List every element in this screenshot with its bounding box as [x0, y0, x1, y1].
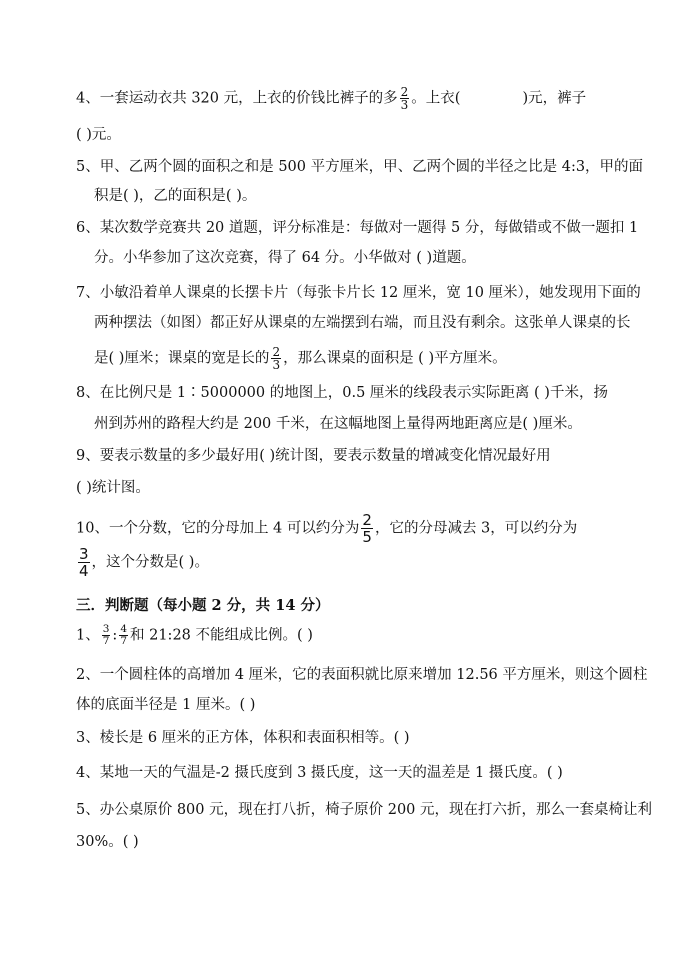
q4-text-c: )元，裤子 — [522, 90, 587, 107]
q7-frac-numerator: 2 — [272, 345, 281, 359]
q10-frac2-denominator: 4 — [79, 562, 89, 580]
q8-line2: 州到苏州的路程大约是 200 千米，在这幅地图上量得两地距离应是( )厘米。 — [94, 416, 582, 432]
j1-frac1-numerator: 3 — [102, 623, 110, 635]
q10-frac2-numerator: 3 — [79, 545, 89, 563]
j1-frac1-denominator: 7 — [102, 635, 110, 647]
j1-text: 和 21:28 不能组成比例。( ) — [130, 627, 313, 644]
j5-line2: 30%。( ) — [76, 834, 139, 850]
j1-fraction-2 — [119, 624, 128, 647]
j1-number: 1、 — [76, 627, 100, 644]
j4-line1: 4、某地一天的气温是-2 摄氏度到 3 摄氏度，这一天的温差是 1 摄氏度。( ) — [76, 765, 563, 781]
section3-title: 三．判断题（每小题 2 分，共 14 分） — [76, 597, 330, 614]
q4-line2: ( )元。 — [76, 127, 121, 143]
q10-text-c: ，这个分数是( )。 — [91, 554, 209, 571]
j1-colon: : — [112, 627, 118, 644]
q4-fraction — [400, 86, 410, 111]
q6-line2: 分。小华参加了这次竞赛，得了 64 分。小华做对 ( )道题。 — [94, 250, 476, 266]
q10-frac1-numerator: 2 — [362, 511, 372, 529]
q9-line1: 9、要表示数量的多少最好用( )统计图，要表示数量的增减变化情况最好用 — [76, 448, 551, 464]
q4-frac-denominator: 3 — [400, 98, 409, 112]
q7-line1: 7、小敏沿着单人课桌的长摆卡片（每张卡片长 12 厘米，宽 10 厘米），她发现用下面的 — [76, 285, 641, 301]
j2-line1: 2、一个圆柱体的高增加 4 厘米，它的表面积就比原来增加 12.56 平方厘米，则这个圆柱 — [76, 667, 648, 683]
q10-line1 — [76, 512, 577, 545]
q4-text-a: 4、一套运动衣共 320 元，上衣的价钱比裤子的多 — [76, 90, 398, 107]
q10-frac1-denominator: 5 — [362, 528, 372, 546]
q7-text-b: ，那么课桌的面积是 ( )平方厘米。 — [283, 350, 507, 367]
q4-line1 — [76, 86, 586, 111]
j5-line1: 5、办公桌原价 800 元，现在打八折，椅子原价 200 元，现在打六折，那么一套桌椅让利 — [76, 802, 653, 818]
j2-line2: 体的底面半径是 1 厘米。( ) — [76, 697, 256, 713]
q8-line1: 8、在比例尺是 1∶5000000 的地图上，0.5 厘米的线段表示实际距离 ( )千米，扬 — [76, 385, 608, 401]
q7-fraction — [271, 346, 281, 371]
q10-fraction-1 — [361, 512, 373, 545]
q10-text-b: ，它的分母减去 3，可以约分为 — [374, 520, 578, 537]
q4-frac-numerator: 2 — [400, 85, 409, 99]
q10-fraction-2 — [78, 546, 90, 579]
j1-frac2-denominator: 7 — [120, 635, 127, 647]
j1-frac2-numerator: 4 — [120, 623, 127, 635]
q7-frac-denominator: 3 — [272, 358, 281, 372]
q4-text-b: 。上衣( — [411, 90, 461, 107]
q7-text-a: 是( )厘米；课桌的宽是长的 — [94, 350, 270, 367]
q10-text-a: 10、一个分数，它的分母加上 4 可以约分为 — [76, 520, 360, 537]
j1-fraction-1 — [102, 624, 111, 647]
j1-line — [76, 624, 313, 647]
q5-line2: 积是( )，乙的面积是( )。 — [94, 188, 257, 204]
q5-line1: 5、甲、乙两个圆的面积之和是 500 平方厘米，甲、乙两个圆的半径之比是 4:3，甲的面 — [76, 159, 644, 175]
j3-line1: 3、棱长是 6 厘米的正方体，体积和表面积相等。( ) — [76, 730, 410, 746]
q7-line3 — [94, 346, 507, 371]
q9-line2: ( )统计图。 — [76, 480, 150, 496]
q6-line1: 6、某次数学竞赛共 20 道题，评分标准是：每做对一题得 5 分，每做错或不做一题扣 1 — [76, 220, 639, 236]
q7-line2: 两种摆法（如图）都正好从课桌的左端摆到右端，而且没有剩余。这张单人课桌的长 — [94, 315, 631, 331]
q10-line2 — [76, 546, 209, 579]
